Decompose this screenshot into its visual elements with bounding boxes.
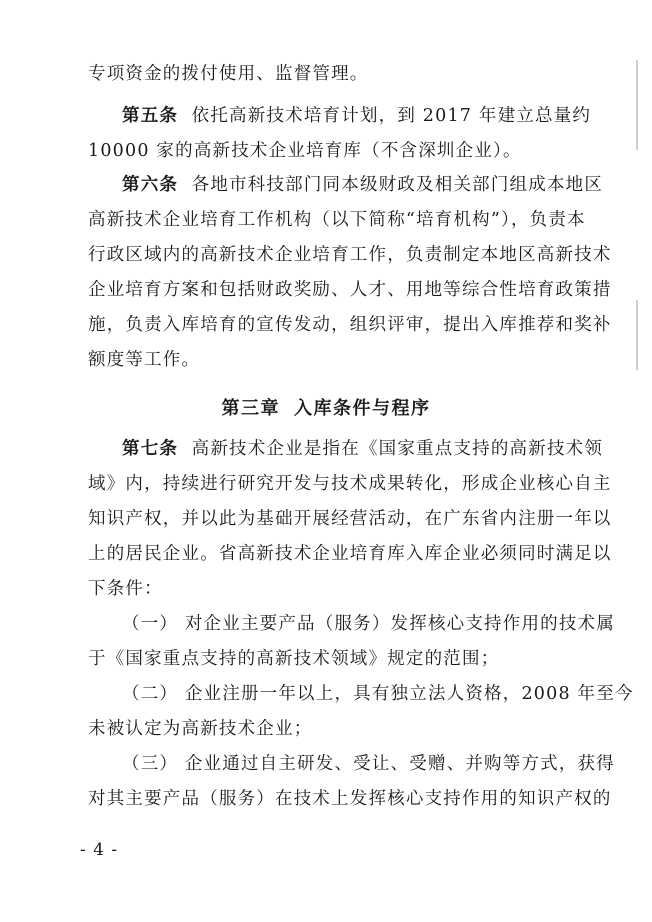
text-line: 下条件： (88, 579, 163, 599)
text-line: 高新技术企业培育工作机构（以下简称“培育机构”），负责本 (88, 210, 586, 230)
article-label: 第五条 (122, 106, 179, 126)
article-label: 第六条 (122, 175, 179, 195)
article-7-line: 第七条 高新技术企业是指在《国家重点支持的高新技术领 (122, 439, 604, 459)
condition-2-line: （二） 企业注册一年以上，具有独立法人资格，2008 年至今 (122, 684, 634, 704)
article-5-line: 第五条 依托高新技术培育计划，到 2017 年建立总量约 (122, 106, 592, 126)
text-line: 知识产权，并以此为基础开展经营活动，在广东省内注册一年以 (88, 509, 612, 529)
text-line: 于《国家重点支持的高新技术领域》规定的范围； (88, 649, 500, 669)
text-line: 未被认定为高新技术企业； (88, 719, 313, 739)
scan-edge-mark (636, 300, 638, 370)
text-line: 10000 家的高新技术企业培育库（不含深圳企业）。 (88, 141, 522, 161)
condition-1-line: （一） 对企业主要产品（服务）发挥核心支持作用的技术属 (122, 614, 615, 634)
text-line: 企业培育方案和包括财政奖励、人才、用地等综合性培育政策措 (88, 280, 612, 300)
page-number: - 4 - (80, 840, 119, 860)
chapter-heading (0, 397, 652, 421)
text-line: 施，负责入库培育的宣传发动，组织评审，提出入库推荐和奖补 (88, 315, 612, 335)
article-6-line: 第六条 各地市科技部门同本级财政及相关部门组成本地区 (122, 175, 604, 195)
text-line: 对其主要产品（服务）在技术上发挥核心支持作用的知识产权的 (88, 789, 612, 809)
text-line: 域》内，持续进行研究开发与技术成果转化，形成企业核心自主 (88, 474, 612, 494)
condition-3-line: （三） 企业通过自主研发、受让、受赠、并购等方式，获得 (122, 754, 615, 774)
article-label: 第七条 (122, 439, 179, 459)
text-line: 额度等工作。 (88, 350, 201, 370)
text-line: 上的居民企业。省高新技术企业培育库入库企业必须同时满足以 (88, 544, 612, 564)
chapter-number: 第三章 (221, 398, 280, 419)
text-line: 专项资金的拨付使用、监督管理。 (88, 64, 369, 84)
scan-edge-mark (636, 60, 638, 150)
text-line: 行政区域内的高新技术企业培育工作，负责制定本地区高新技术 (88, 245, 612, 265)
chapter-title: 入库条件与程序 (294, 398, 431, 419)
